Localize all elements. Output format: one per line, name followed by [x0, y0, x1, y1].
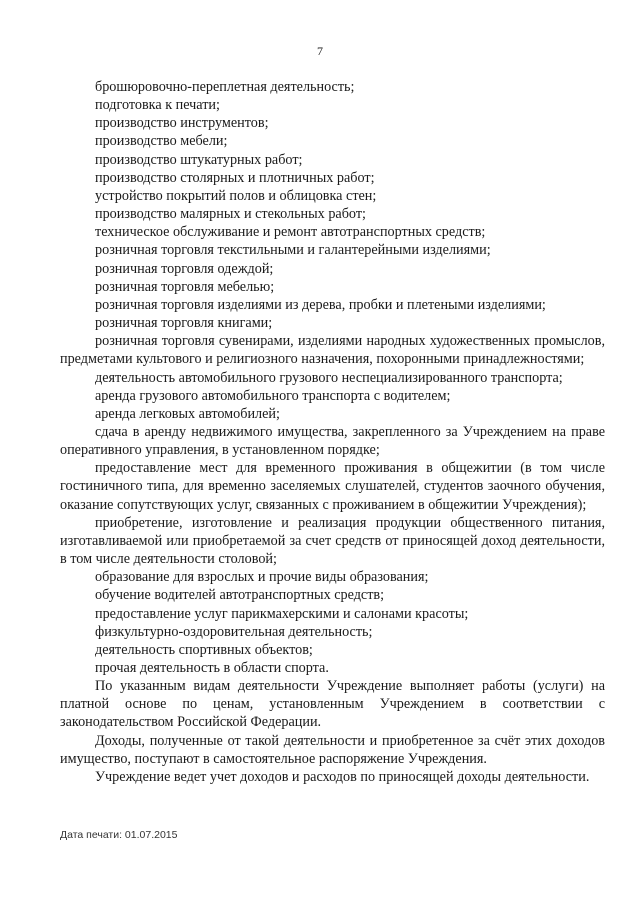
paragraph: производство штукатурных работ;: [95, 151, 303, 168]
paragraph: розничная торговля сувенирами, изделиями народных художественных промыслов, предметами культового и религиозного назначения, похоронными принадлежностями;: [60, 333, 605, 368]
document-body: [60, 78, 605, 786]
paragraph: физкультурно-оздоровительная деятельность;: [95, 623, 373, 640]
paragraph: подготовка к печати;: [95, 97, 220, 114]
paragraph: розничная торговля одеждой;: [95, 260, 274, 277]
paragraph: производство инструментов;: [95, 115, 269, 132]
paragraph: Учреждение ведет учет доходов и расходов по приносящей доходы деятельности.: [95, 768, 590, 785]
paragraph: брошюровочно-переплетная деятельность;: [95, 79, 355, 95]
paragraph: предоставление услуг парикмахерскими и салонами красоты;: [95, 605, 469, 622]
paragraph: образование для взрослых и прочие виды образования;: [95, 569, 429, 586]
paragraph: аренда грузового автомобильного транспорта с водителем;: [95, 387, 451, 404]
paragraph: техническое обслуживание и ремонт автотранспортных средств;: [95, 224, 486, 241]
paragraph: розничная торговля текстильными и галантерейными изделиями;: [95, 242, 491, 259]
paragraph: производство малярных и стекольных работ;: [95, 206, 366, 223]
paragraph: розничная торговля мебелью;: [95, 278, 275, 295]
paragraph: аренда легковых автомобилей;: [95, 405, 280, 422]
page-number: 7: [317, 44, 323, 58]
print-date: Дата печати: 01.07.2015: [60, 829, 178, 841]
paragraph: обучение водителей автотранспортных средств;: [95, 587, 385, 604]
paragraph: розничная торговля книгами;: [95, 315, 273, 332]
paragraph: производство мебели;: [95, 133, 228, 150]
paragraph: По указанным видам деятельности Учреждение выполняет работы (услуги) на платной основе по ценам, установленным Учреждением в соответствии с законодательством Российской Федерации.: [60, 678, 605, 731]
paragraph: прочая деятельность в области спорта.: [95, 660, 329, 676]
paragraph: деятельность автомобильного грузового неспециализированного транспорта;: [95, 369, 563, 386]
paragraph: Доходы, полученные от такой деятельности и приобретенное за счёт этих доходов имущество, поступают в самостоятельное распоряжение Учреждения.: [60, 732, 605, 767]
paragraph: деятельность спортивных объектов;: [95, 641, 313, 658]
paragraph: производство столярных и плотничных работ;: [95, 169, 375, 186]
paragraph: устройство покрытий полов и облицовка стен;: [95, 187, 377, 204]
paragraph: сдача в аренду недвижимого имущества, закрепленного за Учреждением на праве оперативного управления, в установленном порядке;: [60, 423, 605, 459]
paragraph: предоставление мест для временного проживания в общежитии (в том числе гостиничного типа, для временно заселяемых слушателей, студентов заочного обучения, оказание сопутствующих услуг, связанных с проживанием в общежитии Учреждения);: [60, 460, 605, 513]
paragraph: розничная торговля изделиями из дерева, пробки и плетеными изделиями;: [95, 296, 546, 313]
paragraph: приобретение, изготовление и реализация продукции общественного питания, изготавливаемой или приобретаемой за счет средств от приносящей доход деятельности, в том числе деятельности столовой;: [60, 514, 605, 568]
